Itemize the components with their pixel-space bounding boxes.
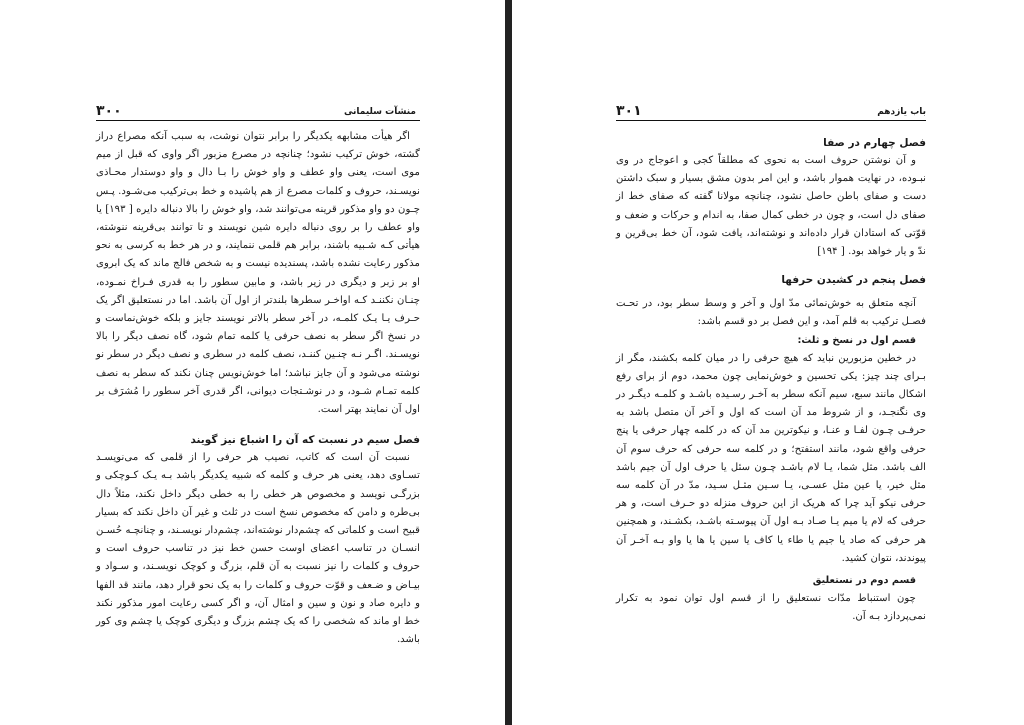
right-page-number: ۳۰۱ (616, 103, 642, 119)
right-header-rule (616, 120, 926, 121)
left-running-header (96, 103, 416, 121)
right-paragraph-1: و آن نوشتن حروف است به نحوی که مطلقاً کجی و اعوجاج در وی نبـوده، در نهایت هموار باشد، و این امر بدون مشق بسیار و سبک داشتن دست و صفای باطن حاصل نشود، چنانچه مولانا گفته که صفای خط از صفای دل است، و چون در خطی کمال صفا، به اندام و حرکات و ضعف و قوّتی که استادان قرار داده‌اند و نوشته‌اند، یافت شود، آن خط بی‌قرین و ندّ و یار خواهد بود. [ ۱۹۴] (616, 155, 926, 258)
right-page-body (616, 134, 926, 626)
left-paragraph-2: نسبت آن است که کاتب، نصیب هر حرفی را از قلمی که می‌نویسـد تسـاوی دهد، یعنی هر حرف و کلمه که شبیه یکدیگر باشد بـه یـک کـوچکی و بزرگـی نویسد و مخصوص هر خطی را به خطی دیگر داخل نکند، مثلاً دال بی‌طره و دامن که مخصوص نسخ است در ثلث و غیر آن داخل نکند که بسیار قبیح است و کلماتی که چشم‌دار نوشته‌اند، چشم‌دار نویسـند، و چنانچـه حُسـن انسـان در تناسب اعضای اوست حسن خط نیز در تناسب حروف است و حروف و کلمات را نیز نسبت به آن قلم، بزرگ و کوچک نویسـند، و سـواد و بیـاض و ضـعف و قوّت حروف و کلمات را به یک نحو قرار دهد، مانند قد الفها و دایره صاد و نون و سین و امثال آن، و اگر کسی رعایت امور مذکور نکند خط او ماند که شخصی را که یک چشم بزرگ و دیگری کوچک یا چشم وی کور باشد. (96, 452, 420, 646)
right-paragraph-3: در خطین مزبورین نباید که هیچ حرفی را در میان کلمه بکشند، مگر از بـرای چند چیز: یکی تحسین و خوش‌نمایی چون محمد، دوم از برای رفع اشکال مانند سبع، سیم آنکه سطر به آخـر رسـیده باشـد و کلمـه دیگـر در وی نگنجـد، و از شروط مد آن است که اول و آخر آن متصل باشد به حرفـی چـون لفـا و عنـا، و نیکوترین مد آن که در کلمه چهار حرفی یا پنج حرفی واقع شود، مانند استفتح؛ و در کلمه سه حرفی که حرف سوم آن الف باشد. مثل شما، یـا لام باشـد چـون سئل یا حرف اول آن جیم باشد مثل خیر، یا عین مثل عسـی، یـا سـین مثـل سـید، مدّ در آن کلمه سه حرفی نیکو آید چرا که هریک از این حروف منزله دو حـرف است، و هر حرفی که لام یا میم یـا صـاد بـه اول آن پیوسـته باشـد، بکشـند، و همچنین هر حرفی که صاد یا جیم یا طاء یا کاف یا سین یا ها یا واو بـه آخـر آن پیوندند، نتوان کشید. (616, 352, 926, 564)
left-page-number: ۳۰۰ (96, 103, 122, 119)
left-paragraph-1: اگر هیأت مشابهه یکدیگر را برابر نتوان نوشت، به سبب آنکه مصراع دراز گشته، خوش ترکیب نشود؛ چنانچه در مصرع مزبور اگر واوی که قبل از میم موی است، یعنی واو عطف و واو خوش را بـا دال و واو دوستدار محـاذی نویسـند، حروف و کلمات مصرع از هم پاشیده و خط بی‌ترکیب می‌شـود. پـس چـون دو واو مذکور قرینه می‌توانند شد، واو خوش را بالا دنباله دایره [ ۱۹۳] یا واو عطف را بر روی دنباله دایره شین نویسند و تا توانند بی‌قرینه ننوشته، هیأتی کـه شـبیه باشند، برابر هم قلمی ننمایند، و در هر خط به کرسی به نحو مذکور رعایت نشده باشد، پسندیده نیست و به شخص فالج ماند که یک ابروی او بر زبر و دیگری در زیر باشد، و مابین سطور را به قدری فـراخ نمـوده، چنـان نکننـد کـه اواخـر سطرها بلندتر از اول آن باشد. اما در نستعلیق اگر یک حـرف یـا یـک کلمـه، در آخر سطر بالاتر نویسند جایز و بلکه خوش‌نماست و در نسخ اگر سطر به نصف حرفی یا کلمه تمام شود، گاه نصف دیگر را بالا نویسـند. اگـر نـه چنـین کننـد، نصف کلمه در سطری و نصف دیگر در سطر نو نوشته می‌شود و آن جایز نباشد؛ اما خوش‌نویس چنان نکند که سطر به نصف کلمه تمـام شـود، و در نوشـتجات دیوانی، اگر قدری آخر سطور را مُشرَف بر اول آن نمایند بهتر است. (96, 131, 420, 416)
right-subheading-2: قسم دوم در نستعلیق (812, 575, 916, 587)
right-running-header (616, 103, 926, 121)
right-subheading-1: قسم اول در نسخ و ثلث: (797, 334, 916, 346)
right-header-title: باب یازدهم (877, 107, 926, 117)
right-paragraph-4: چون استنباط مدّات نستعلیق را از قسم اول توان نمود به تکرار نمی‌پردازد بـه آن. (616, 593, 926, 623)
left-header-title: منشآت سلیمانی (343, 107, 416, 117)
right-paragraph-2: آنچه متعلق به خوش‌نمائی مدّ اول و آخر و وسط سطر بود، در تحـت فصـل ترکیب به قلم آمد، و این فصل بر دو قسم باشد: (616, 298, 926, 328)
right-section-heading-1: فصل چهارم در صفا (823, 137, 926, 149)
left-header-rule (96, 120, 420, 121)
left-page-body (96, 128, 420, 649)
left-section-heading: فصل سیم در نسبت که آن را اشباع نیز گویند (190, 434, 420, 447)
book-spine (505, 0, 512, 725)
left-page (0, 0, 505, 725)
right-section-heading-2: فصل پنجم در کشیدن حرفها (781, 274, 926, 287)
right-page (512, 0, 1024, 725)
